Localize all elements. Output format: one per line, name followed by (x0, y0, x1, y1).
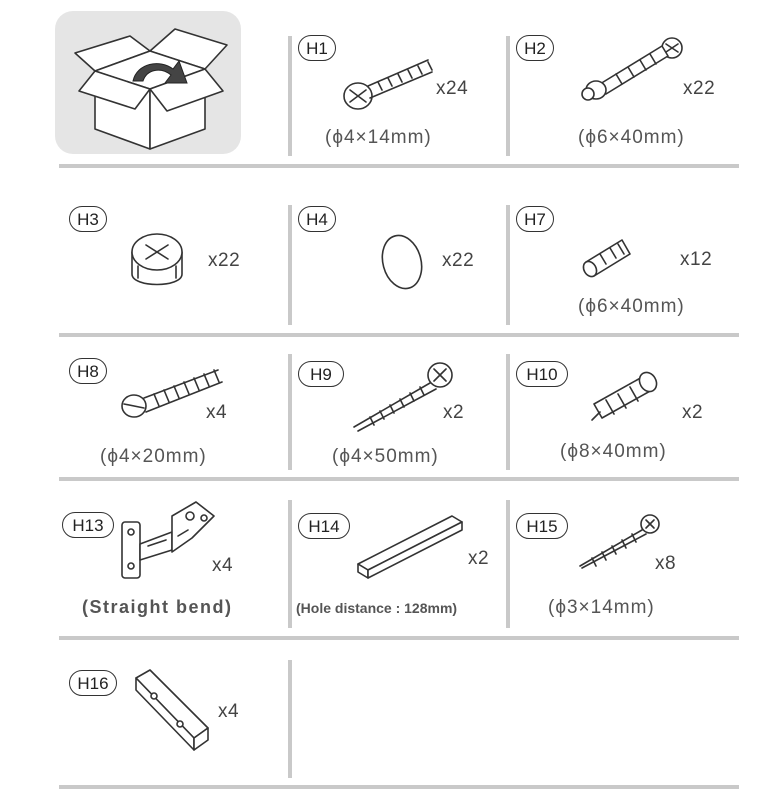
dimension: (ϕ4×14mm) (325, 127, 432, 148)
col-divider (288, 36, 292, 156)
quantity: x22 (442, 250, 475, 271)
part-code-h3: H3 (69, 206, 107, 232)
part-code-h9: H9 (298, 361, 344, 387)
dimension: (ϕ6×40mm) (578, 296, 685, 317)
dimension: (ϕ8×40mm) (560, 441, 667, 462)
part-code-h15: H15 (516, 513, 568, 539)
quantity: x12 (680, 249, 713, 270)
connector-plate-icon (130, 668, 220, 758)
part-code-h1: H1 (298, 35, 336, 61)
dimension: (ϕ3×14mm) (548, 597, 655, 618)
quantity: x22 (208, 250, 241, 271)
quantity: x2 (682, 402, 704, 423)
dimension: (ϕ6×40mm) (578, 127, 685, 148)
part-code-h16: H16 (69, 670, 117, 696)
quantity: x4 (206, 402, 228, 423)
row-divider-5 (59, 785, 739, 789)
col-divider (288, 205, 292, 325)
open-box-icon (55, 11, 241, 154)
col-divider (506, 205, 510, 325)
dimension: (ϕ4×50mm) (332, 446, 439, 467)
part-code-h7: H7 (516, 206, 554, 232)
part-code-h8: H8 (69, 358, 107, 384)
row-divider-3 (59, 477, 739, 481)
cabinet-hinge-icon (118, 496, 218, 586)
wall-anchor-icon (586, 366, 666, 426)
dimension: (ϕ4×20mm) (100, 446, 207, 467)
cover-cap-icon (380, 234, 430, 294)
note: (Hole distance : 128mm) (296, 600, 458, 616)
handle-bar-icon (354, 512, 474, 582)
long-wood-screw-icon (348, 357, 458, 433)
col-divider (506, 354, 510, 470)
part-code-h2: H2 (516, 35, 554, 61)
quantity: x22 (683, 78, 716, 99)
row-divider-4 (59, 636, 739, 640)
row-divider-1 (59, 164, 739, 168)
cam-bolt-icon (580, 34, 690, 104)
part-code-h14: H14 (298, 513, 350, 539)
cam-lock-icon (128, 228, 188, 292)
quantity: x2 (468, 548, 490, 569)
row-divider-2 (59, 333, 739, 337)
part-code-h13: H13 (62, 512, 114, 538)
wood-screw-icon (338, 52, 448, 112)
col-divider (506, 36, 510, 156)
quantity: x4 (218, 701, 240, 722)
part-code-h10: H10 (516, 361, 568, 387)
col-divider (288, 500, 292, 628)
note: (Straight bend) (82, 597, 233, 617)
col-divider (288, 354, 292, 470)
small-wood-screw-icon (576, 510, 666, 570)
quantity: x8 (655, 553, 677, 574)
part-code-h4: H4 (298, 206, 336, 232)
quantity: x24 (436, 78, 469, 99)
wooden-dowel-icon (578, 236, 638, 276)
col-divider (506, 500, 510, 628)
quantity: x2 (443, 402, 465, 423)
col-divider (288, 660, 292, 778)
quantity: x4 (212, 555, 234, 576)
